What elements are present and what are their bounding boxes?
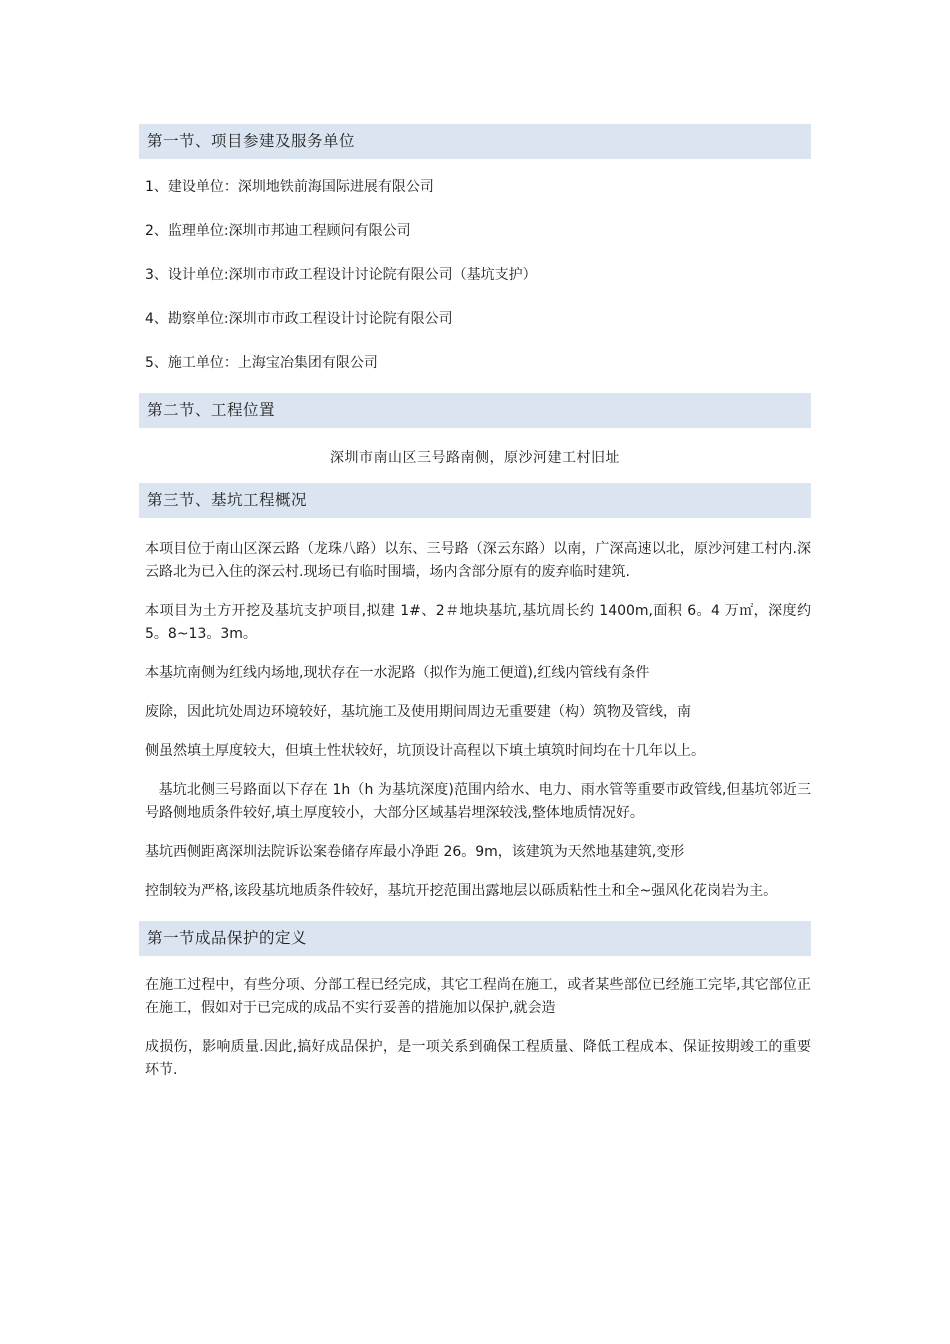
section-heading-protection: 第一节成品保护的定义 <box>139 921 811 956</box>
location-text: 深圳市南山区三号路南侧，原沙河建工村旧址 <box>330 450 620 466</box>
section-heading-location: 第二节、工程位置 <box>139 393 811 428</box>
paragraph: 成损伤，影响质量.因此,搞好成品保护，是一项关系到确保工程质量、降低工程成本、保证按期竣工的重要环节. <box>145 1039 811 1078</box>
paragraph: 本项目位于南山区深云路（龙珠八路）以东、三号路（深云东路）以南，广深高速以北，原沙河建工村内.深云路北为已入住的深云村.现场已有临时围墙，场内含部分原有的废弃临时建筑. <box>145 541 811 580</box>
list-item: 5、施工单位：上海宝冶集团有限公司 <box>145 355 378 371</box>
section-heading-units: 第一节、项目参建及服务单位 <box>139 124 811 159</box>
section-heading-overview: 第三节、基坑工程概况 <box>139 483 811 518</box>
paragraph: 侧虽然填土厚度较大，但填土性状较好，坑顶设计高程以下填土填筑时间均在十几年以上。 <box>145 743 705 759</box>
paragraph: 基坑西侧距离深圳法院诉讼案卷储存库最小净距 26。9m，该建筑为天然地基建筑,变形 <box>145 844 685 860</box>
paragraph: 控制较为严格,该段基坑地质条件较好，基坑开挖范围出露地层以砾质粘性土和全~强风化花岗岩为主。 <box>145 883 778 899</box>
paragraph: 本基坑南侧为红线内场地,现状存在一水泥路（拟作为施工便道),红线内管线有条件 <box>145 665 650 681</box>
list-item: 2、监理单位:深圳市邦迪工程顾问有限公司 <box>145 223 411 239</box>
paragraph: 基坑北侧三号路面以下存在 1h（h 为基坑深度)范围内给水、电力、雨水管等重要市政管线,但基坑邻近三号路侧地质条件较好,填土厚度较小，大部分区域基岩埋深较浅,整体地质情况好。 <box>145 782 811 821</box>
document-page <box>139 124 811 1082</box>
paragraph: 本项目为土方开挖及基坑支护项目,拟建 1#、2＃地块基坑,基坑周长约 1400m,面积 6。4 万㎡，深度约 5。8~13。3m。 <box>145 603 811 642</box>
list-item: 4、勘察单位:深圳市市政工程设计讨论院有限公司 <box>145 311 453 327</box>
paragraph: 在施工过程中，有些分项、分部工程已经完成，其它工程尚在施工，或者某些部位已经施工完毕,其它部位正在施工，假如对于已完成的成品不实行妥善的措施加以保护,就会造 <box>145 977 811 1016</box>
paragraph: 废除，因此坑处周边环境较好，基坑施工及使用期间周边无重要建（构）筑物及管线，南 <box>145 704 691 720</box>
list-item: 1、建设单位：深圳地铁前海国际进展有限公司 <box>145 179 434 195</box>
list-item: 3、设计单位:深圳市市政工程设计讨论院有限公司（基坑支护） <box>145 267 537 283</box>
